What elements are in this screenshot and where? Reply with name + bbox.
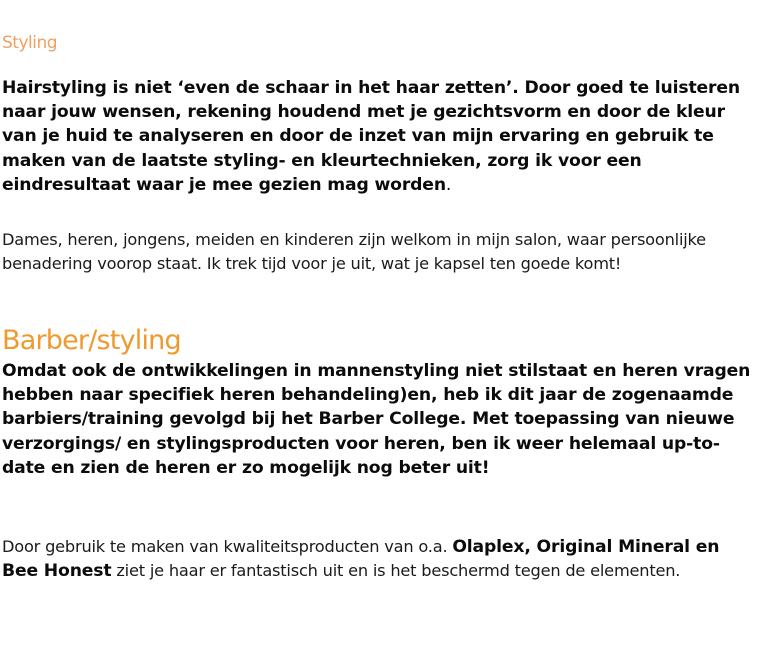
products-brands: Olaplex, Original Mineral en Bee Honest — [2, 537, 720, 582]
section-heading-styling: Styling — [2, 33, 58, 53]
products-suffix: ziet je haar er fantastisch uit en is het beschermd tegen de elementen. — [111, 561, 681, 581]
products-prefix: Door gebruik te maken van kwaliteitsproducten van o.a. — [2, 537, 453, 556]
section-heading-barber: Barber/styling — [2, 325, 181, 356]
styling-body-paragraph: Dames, heren, jongens, meiden en kinderen zijn welkom in mijn salon, waar persoonlijke benadering voorop staat. Ik trek tijd voor je uit, wat je kapsel ten goede komt! — [2, 230, 706, 274]
styling-intro-paragraph — [2, 76, 758, 197]
styling-intro-period: . — [445, 174, 452, 195]
barber-intro-paragraph: Omdat ook de ontwikkelingen in mannenstyling niet stilstaat en heren vragen hebben naar specifiek heren behandeling)en, heb ik dit jaar de zogenaamde barbiers/training gevolgd bij het Barber College. Met toepassing van nieuwe verzorgings/ en stylingsproducten voor heren, ben ik weer helemaal up-to-date en zien de heren er zo mogelijk nog beter uit! — [2, 361, 751, 478]
products-paragraph — [2, 535, 758, 583]
styling-intro-text: Hairstyling is niet ‘even de schaar in het haar zetten’. Door goed te luisteren naar jouw wensen, rekening houdend met je gezichtsvorm en door de kleur van je huid te analyseren en door de inzet van mijn ervaring en gebruik te maken van de laatste styling- en kleurtechnieken, zorg ik voor een eindresultaat waar je mee gezien mag worden — [2, 78, 740, 195]
